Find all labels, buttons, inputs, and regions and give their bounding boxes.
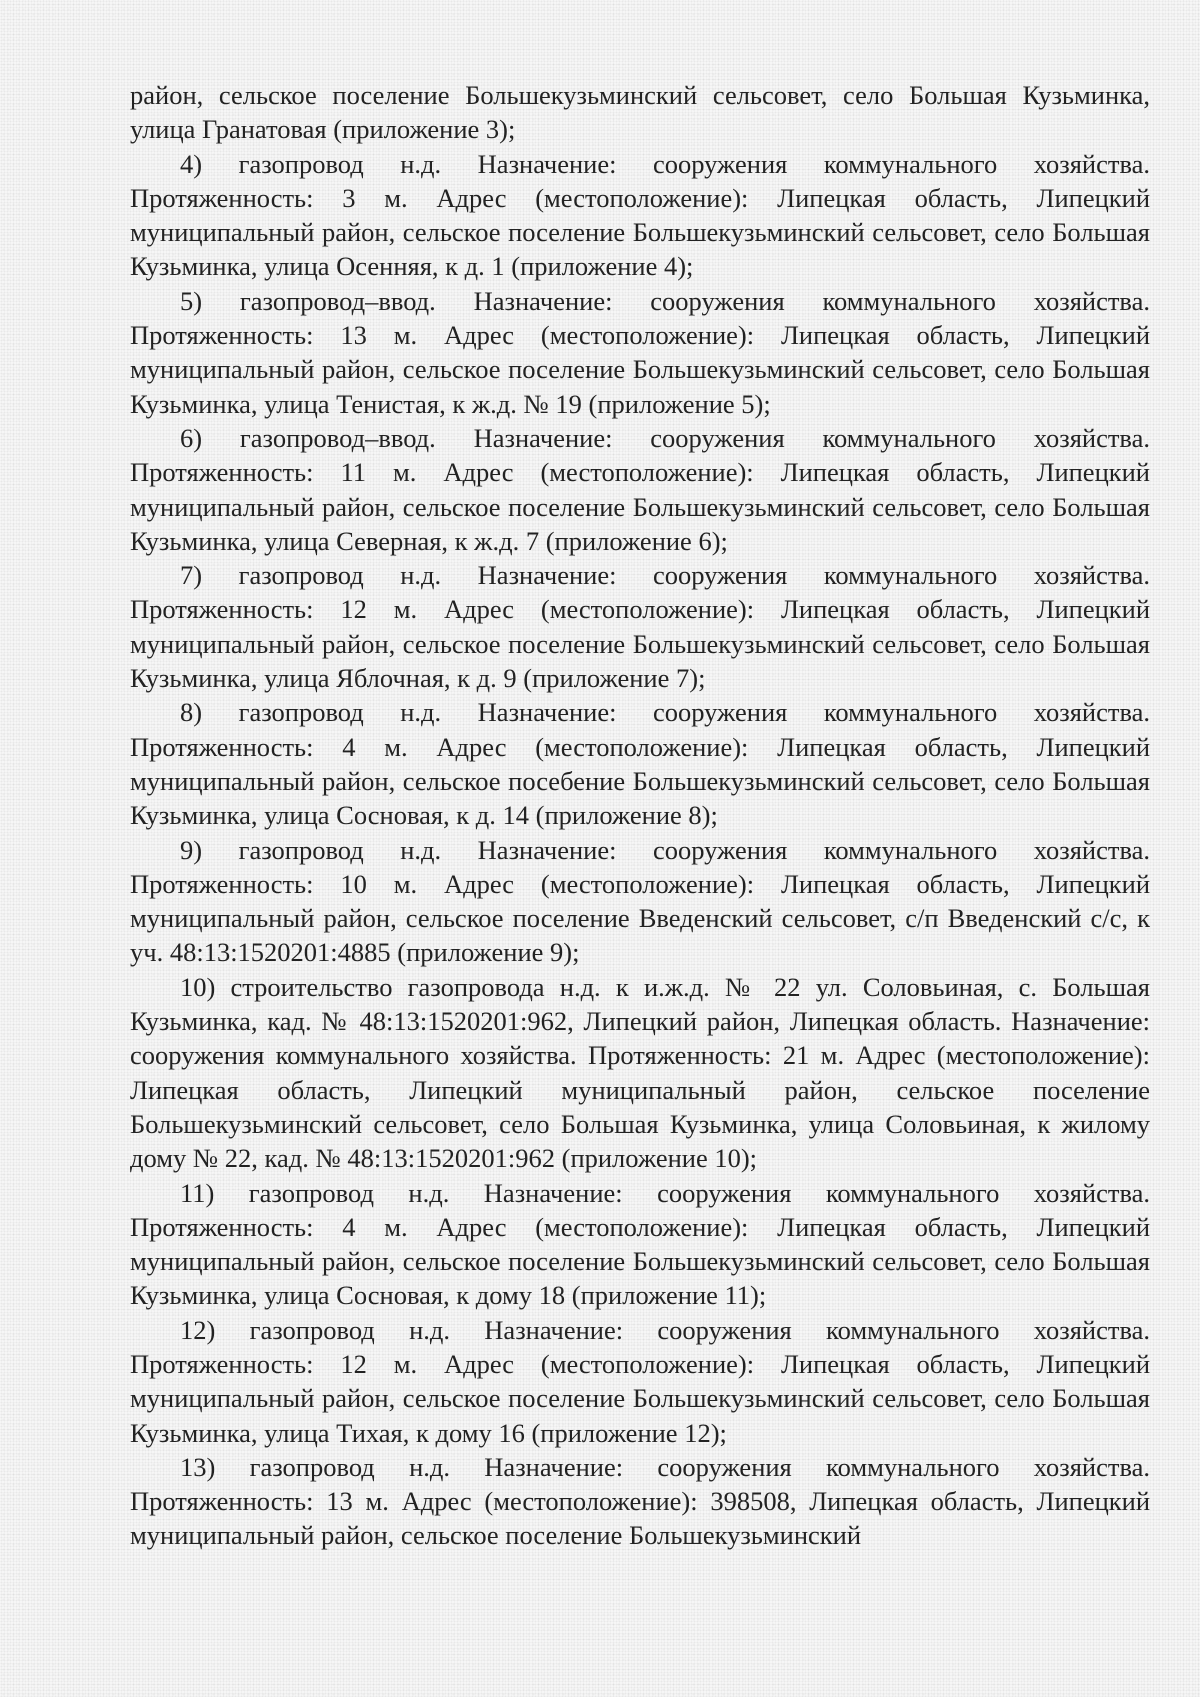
- paragraph-item-8: 8) газопровод н.д. Назначение: сооружения коммунального хозяйства. Протяженность: 4 м. Адрес (местоположение): Липецкая область, Липецкий муниципальный район, сельское посебение Большекузьминский сельсовет, село Большая Кузьминка, улица Сосновая, к д. 14 (приложение 8);: [130, 697, 1150, 831]
- paragraph-item-13: 13) газопровод н.д. Назначение: сооружения коммунального хозяйства. Протяженность: 13 м. Адрес (местоположение): 398508, Липецкая область, Липецкий муниципальный район, сельское поселение Большекузьминский: [130, 1451, 1150, 1551]
- paragraph-item-7: 7) газопровод н.д. Назначение: сооружения коммунального хозяйства. Протяженность: 12 м. Адрес (местоположение): Липецкая область, Липецкий муниципальный район, сельское поселение Большекузьминский сельсовет, село Большая Кузьминка, улица Яблочная, к д. 9 (приложение 7);: [130, 560, 1150, 694]
- paragraph-item-10: 10) строительство газопровода н.д. к и.ж.д. № 22 ул. Соловьиная, с. Большая Кузьминка, кад. № 48:13:1520201:962, Липецкий район, Липецкая область. Назначение: сооружения коммунального хозяйства. Протяженность: 21 м. Адрес (местоположение): Липецкая область, Липецкий муниципальный район, сельское поселение Большекузьминский сельсовет, село Большая Кузьминка, улица Соловьиная, к жилому дому № 22, кад. № 48:13:1520201:962 (приложение 10);: [130, 971, 1150, 1174]
- paragraph-item-6: 6) газопровод–ввод. Назначение: сооружения коммунального хозяйства. Протяженность: 11 м. Адрес (местоположение): Липецкая область, Липецкий муниципальный район, сельское поселение Большекузьминский сельсовет, село Большая Кузьминка, улица Северная, к ж.д. 7 (приложение 6);: [130, 422, 1150, 556]
- paragraph-item-4: 4) газопровод н.д. Назначение: сооружения коммунального хозяйства. Протяженность: 3 м. Адрес (местоположение): Липецкая область, Липецкий муниципальный район, сельское поселение Большекузьминский сельсовет, село Большая Кузьминка, улица Осенняя, к д. 1 (приложение 4);: [130, 148, 1150, 282]
- document-body: [130, 78, 1150, 1553]
- paragraph-item-5: 5) газопровод–ввод. Назначение: сооружения коммунального хозяйства. Протяженность: 13 м. Адрес (местоположение): Липецкая область, Липецкий муниципальный район, сельское поселение Большекузьминский сельсовет, село Большая Кузьминка, улица Тенистая, к ж.д. № 19 (приложение 5);: [130, 285, 1150, 419]
- paragraph-item-12: 12) газопровод н.д. Назначение: сооружения коммунального хозяйства. Протяженность: 12 м. Адрес (местоположение): Липецкая область, Липецкий муниципальный район, сельское поселение Большекузьминский сельсовет, село Большая Кузьминка, улица Тихая, к дому 16 (приложение 12);: [130, 1314, 1150, 1448]
- paragraph-item-11: 11) газопровод н.д. Назначение: сооружения коммунального хозяйства. Протяженность: 4 м. Адрес (местоположение): Липецкая область, Липецкий муниципальный район, сельское поселение Большекузьминский сельсовет, село Большая Кузьминка, улица Сосновая, к дому 18 (приложение 11);: [130, 1177, 1150, 1311]
- paragraph-item-9: 9) газопровод н.д. Назначение: сооружения коммунального хозяйства. Протяженность: 10 м. Адрес (местоположение): Липецкая область, Липецкий муниципальный район, сельское поселение Введенский сельсовет, с/п Введенский с/с, к уч. 48:13:1520201:4885 (приложение 9);: [130, 834, 1150, 968]
- paragraph-continuation: район, сельское поселение Большекузьминский сельсовет, село Большая Кузьминка, улица Гранатовая (приложение 3);: [130, 80, 1150, 145]
